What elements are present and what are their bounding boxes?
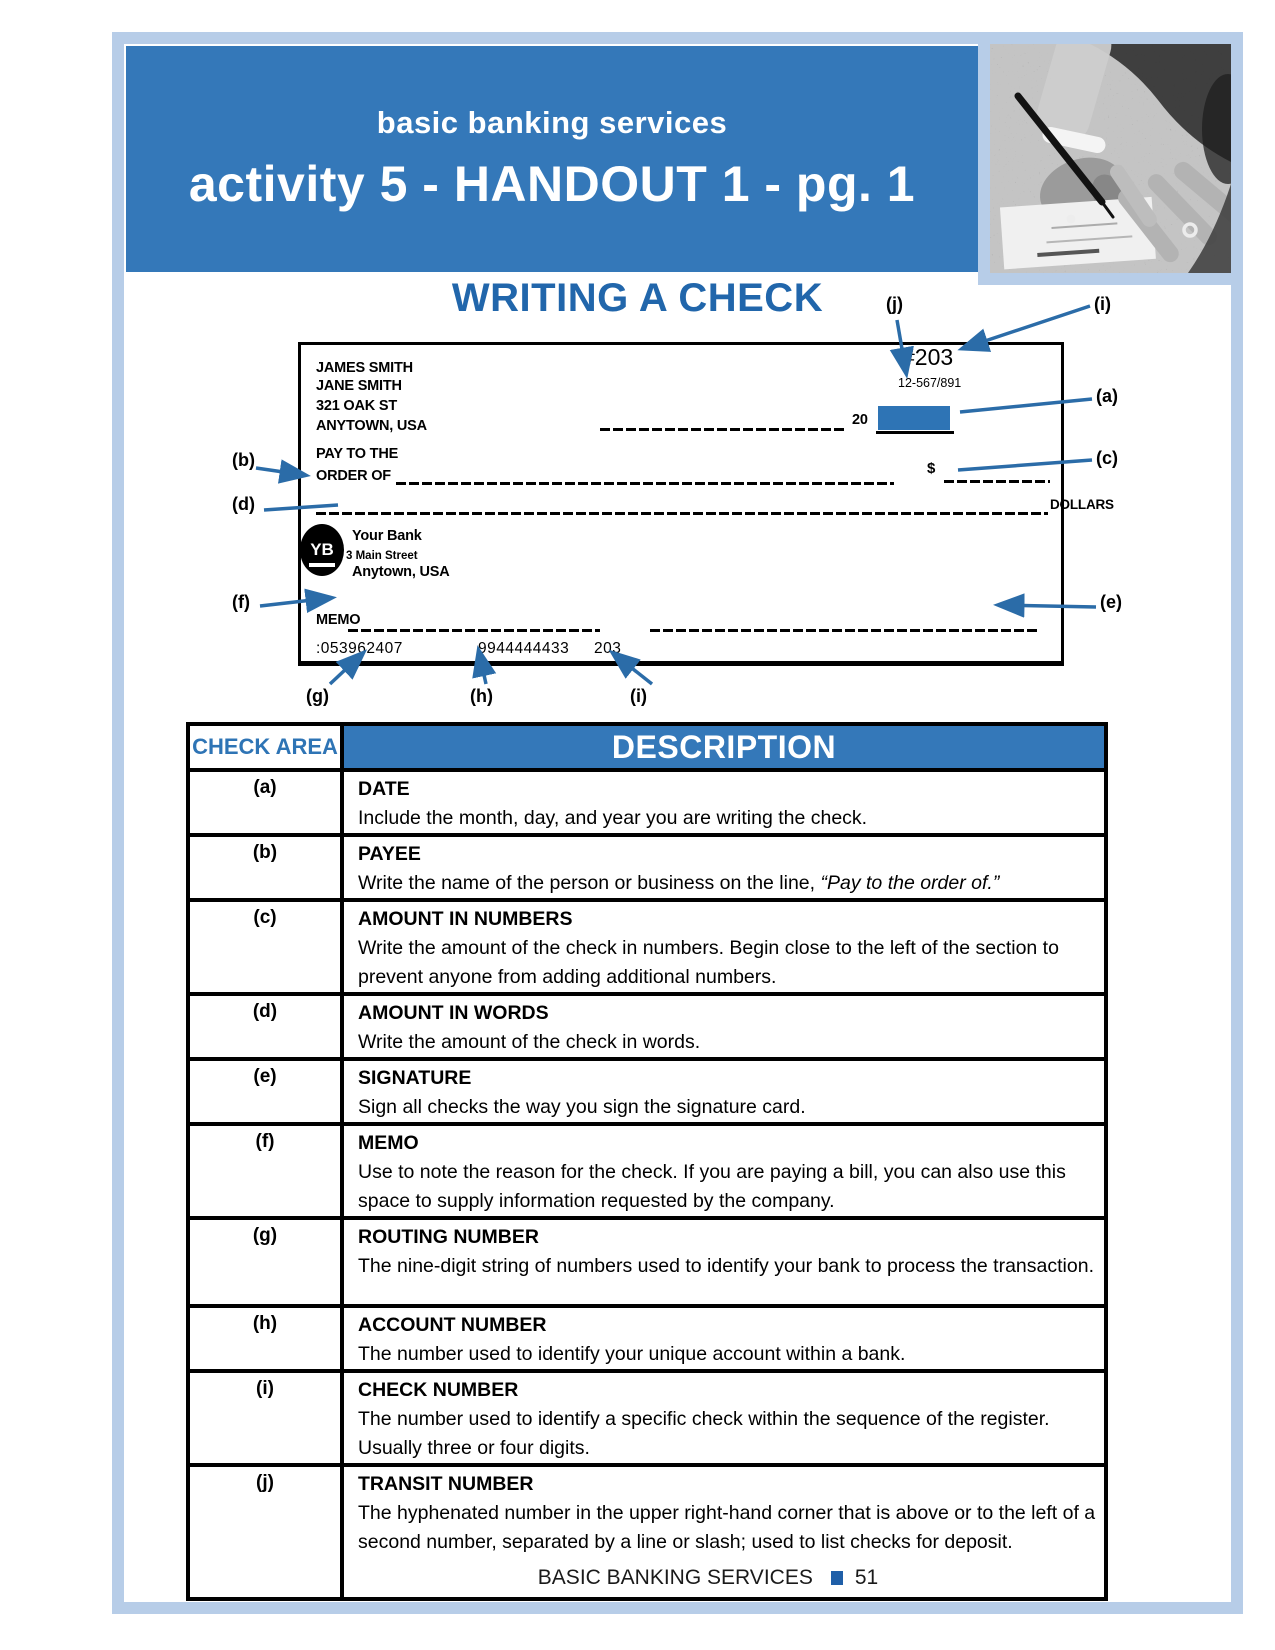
term: PAYEE bbox=[358, 843, 421, 865]
area-cell: (a) bbox=[188, 770, 342, 835]
description-table bbox=[186, 722, 1108, 1601]
table-row-h bbox=[188, 1306, 1106, 1371]
annotation-label-h: (h) bbox=[470, 686, 493, 706]
footer-page-number: 51 bbox=[854, 1566, 879, 1589]
term: TRANSIT NUMBER bbox=[358, 1473, 534, 1495]
table-row-a bbox=[188, 770, 1106, 835]
bank-city: Anytown, USA bbox=[352, 564, 450, 580]
desc-text: Include the month, day, and year you are writing the check. bbox=[358, 807, 868, 829]
area-cell: (e) bbox=[188, 1059, 342, 1124]
date-year-prefix: 20 bbox=[852, 412, 868, 428]
table-header-row bbox=[188, 724, 1106, 770]
desc-text: Write the amount of the check in numbers. Begin close to the left of the section to prevent anyone from adding additional numbers. bbox=[358, 937, 1059, 988]
table-row-g bbox=[188, 1218, 1106, 1306]
term: ACCOUNT NUMBER bbox=[358, 1314, 547, 1336]
page-footer bbox=[141, 1566, 1275, 1590]
term: CHECK NUMBER bbox=[358, 1379, 519, 1401]
desc-text: The number used to identify a specific check within the sequence of the register. Usually three or four digits. bbox=[358, 1408, 1050, 1459]
pay-to-the-label: PAY TO THE bbox=[316, 446, 399, 462]
date-year-underline bbox=[876, 431, 954, 434]
description-header: DESCRIPTION bbox=[342, 724, 1106, 770]
annotation-label-e: (e) bbox=[1100, 592, 1122, 612]
desc-cell bbox=[342, 1124, 1106, 1218]
desc-cell bbox=[342, 835, 1106, 900]
area-cell: (b) bbox=[188, 835, 342, 900]
annotation-label-g: (g) bbox=[306, 686, 329, 706]
hand-writing-check-photo bbox=[990, 44, 1231, 273]
check-area-header: CHECK AREA bbox=[188, 724, 342, 770]
check-diagram-border bbox=[298, 342, 1064, 666]
annotation-label-a: (a) bbox=[1096, 386, 1118, 406]
order-of-label: ORDER OF bbox=[316, 468, 391, 484]
dollar-sign: $ bbox=[927, 460, 936, 477]
header-title: activity 5 - HANDOUT 1 - pg. 1 bbox=[188, 156, 916, 212]
area-cell: (c) bbox=[188, 900, 342, 994]
bank-name: Your Bank bbox=[352, 528, 422, 544]
annotation-label-i-top: (i) bbox=[1094, 294, 1111, 314]
desc-text: Write the name of the person or business on the line, bbox=[358, 872, 821, 894]
bank-street: 3 Main Street bbox=[346, 550, 418, 562]
desc-text: Write the amount of the check in words. bbox=[358, 1031, 701, 1053]
term: SIGNATURE bbox=[358, 1067, 472, 1089]
desc-text: The number used to identify your unique account within a bank. bbox=[358, 1343, 906, 1365]
annotation-label-d: (d) bbox=[232, 494, 255, 514]
area-cell: (f) bbox=[188, 1124, 342, 1218]
bank-logo-slit bbox=[309, 563, 335, 567]
signature-line bbox=[650, 629, 1040, 632]
payer-street: 321 OAK ST bbox=[316, 398, 397, 414]
desc-cell bbox=[342, 770, 1106, 835]
desc-text: Use to note the reason for the check. If you are paying a bill, you can also use this space to supply information requested by the company. bbox=[358, 1161, 1066, 1212]
annotation-label-j: (j) bbox=[886, 294, 903, 314]
annotation-label-b: (b) bbox=[232, 450, 255, 470]
footer-text: BASIC BANKING SERVICES bbox=[537, 1566, 813, 1589]
payer-name-2: JANE SMITH bbox=[316, 378, 402, 394]
table-row-c bbox=[188, 900, 1106, 994]
term: MEMO bbox=[358, 1132, 419, 1154]
payer-city: ANYTOWN, USA bbox=[316, 418, 427, 434]
annotation-label-i-bottom: (i) bbox=[630, 686, 647, 706]
desc-text: The hyphenated number in the upper right-hand corner that is above or to the left of a second number, separated by a line or slash; used to list checks for deposit. bbox=[358, 1502, 1096, 1553]
desc-cell bbox=[342, 994, 1106, 1059]
table-row-d bbox=[188, 994, 1106, 1059]
area-cell: (i) bbox=[188, 1371, 342, 1465]
header-kicker: basic banking services bbox=[376, 105, 728, 140]
desc-cell bbox=[342, 900, 1106, 994]
term: AMOUNT IN WORDS bbox=[358, 1002, 549, 1024]
area-cell: (g) bbox=[188, 1218, 342, 1306]
table-row-e bbox=[188, 1059, 1106, 1124]
payee-line bbox=[396, 482, 894, 485]
amount-words-line bbox=[316, 512, 1048, 515]
desc-cell bbox=[342, 1059, 1106, 1124]
footer-square-icon bbox=[831, 1571, 843, 1585]
desc-cell bbox=[342, 1218, 1106, 1306]
area-cell: (d) bbox=[188, 994, 342, 1059]
date-line bbox=[600, 428, 846, 431]
desc-cell bbox=[342, 1371, 1106, 1465]
table-row-b bbox=[188, 835, 1106, 900]
memo-label: MEMO bbox=[316, 612, 361, 628]
photo-panel bbox=[978, 32, 1243, 285]
term: DATE bbox=[358, 778, 410, 800]
payer-name-1: JAMES SMITH bbox=[316, 360, 413, 376]
header-band bbox=[126, 46, 978, 272]
transit-number: 12-567/891 bbox=[898, 376, 962, 390]
desc-text: The nine-digit string of numbers used to identify your bank to process the transaction. bbox=[358, 1255, 1094, 1277]
amount-number-line bbox=[944, 480, 1050, 483]
area-cell: (j) bbox=[188, 1465, 342, 1599]
section-title: WRITING A CHECK bbox=[451, 276, 824, 320]
term: ROUTING NUMBER bbox=[358, 1226, 539, 1248]
micr-check-number: 203 bbox=[594, 640, 622, 657]
bank-logo-text: YB bbox=[310, 540, 334, 559]
annotation-label-c: (c) bbox=[1096, 448, 1118, 468]
desc-text-italic: “Pay to the order of.” bbox=[820, 872, 1000, 894]
desc-text: Sign all checks the way you sign the signature card. bbox=[358, 1096, 806, 1118]
micr-account-number: 9944444433 bbox=[478, 640, 570, 657]
table-row-i bbox=[188, 1371, 1106, 1465]
bank-logo bbox=[300, 524, 344, 576]
term: AMOUNT IN NUMBERS bbox=[358, 908, 573, 930]
date-year-highlight bbox=[878, 406, 950, 430]
dollars-label: DOLLARS bbox=[1050, 497, 1114, 512]
check-number: #203 bbox=[902, 344, 954, 370]
annotation-label-f: (f) bbox=[232, 592, 250, 612]
desc-cell bbox=[342, 1306, 1106, 1371]
micr-routing-number: :053962407 bbox=[316, 640, 403, 657]
memo-line bbox=[348, 629, 600, 632]
area-cell: (h) bbox=[188, 1306, 342, 1371]
table-row-f bbox=[188, 1124, 1106, 1218]
